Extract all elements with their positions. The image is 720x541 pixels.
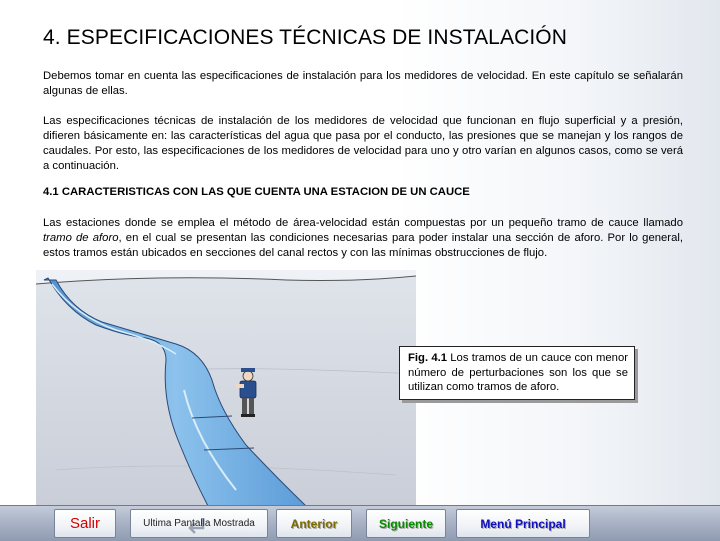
- figure-caption-text: Los tramos de un cauce con menor número de perturbaciones son los que se utilizan como tramos de aforo.: [408, 352, 628, 393]
- exit-button[interactable]: Salir: [54, 509, 116, 538]
- figure-caption: [399, 346, 635, 400]
- specs-paragraph: Las especificaciones técnicas de instalación de los medidores de velocidad que funcionan en flujo superficial y a presión, difieren básicamente en: las características del agua que pasa por el conducto, las presiones que se manejan y los rangos de caudales. Por esto, las especificaciones de los medidores de velocidad para uno y otro varían en algunos casos, como se verá a continuación.: [43, 115, 683, 172]
- last-screen-button[interactable]: [130, 509, 268, 538]
- next-button[interactable]: Siguiente: [366, 509, 446, 538]
- figure-label: Fig. 4.1: [408, 352, 448, 364]
- intro-paragraph: Debemos tomar en cuenta las especificaciones de instalación para los medidores de velocidad. En este capítulo se señalarán algunas de ellas.: [43, 70, 683, 97]
- section-heading: 4.1 CARACTERISTICAS CON LAS QUE CUENTA UNA ESTACION DE UN CAUCE: [43, 186, 470, 198]
- previous-button[interactable]: Anterior: [276, 509, 352, 538]
- stream-gauging-illustration: [36, 270, 416, 506]
- main-menu-button[interactable]: Menú Principal: [456, 509, 590, 538]
- stations-paragraph: [43, 216, 683, 261]
- stations-text-end: , en el cual se presentan las condiciones necesarias para poder instalar una sección de aforo. Por lo general, estos tramos están ubicados en secciones del canal rectos y con las mínimas obstrucciones de flujo.: [43, 232, 684, 259]
- river-drawing: [36, 270, 416, 506]
- navigation-bar: [0, 505, 720, 541]
- page-title: 4. ESPECIFICACIONES TÉCNICAS DE INSTALACIÓN: [43, 26, 567, 49]
- stations-text-start: Las estaciones donde se emplea el método de área-velocidad están compuestas por un pequeño tramo de cauce llamado: [43, 217, 683, 229]
- last-screen-label: Ultima Pantalla Mostrada: [143, 518, 255, 529]
- tramo-de-aforo-term: tramo de aforo: [43, 232, 119, 244]
